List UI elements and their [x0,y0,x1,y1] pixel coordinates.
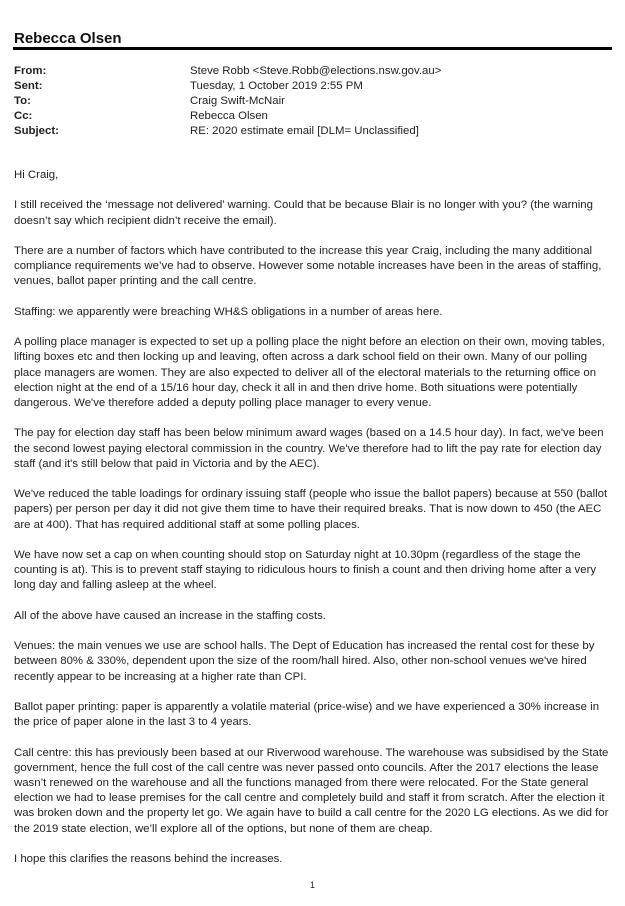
header-label: Subject: [14,125,59,137]
header-value-to: Craig Swift-McNair [190,95,285,107]
header-value-from: Steve Robb <Steve.Robb@elections.nsw.gov.au> [190,65,442,77]
email-body [14,168,614,882]
header-label: From: [14,65,47,77]
page-number: 1 [309,880,315,890]
salutation: Hi Craig, [14,169,59,181]
header-divider [13,47,612,50]
body-paragraph: We have now set a cap on when counting should stop on Saturday night at 10.30pm (regardless of the stage the counting is at). This is to prevent staff staying to ridiculous hours to finish a count and then driving home after a very long day and falling asleep at the wheel. [14,548,597,592]
body-paragraph: We've reduced the table loadings for ordinary issuing staff (people who issue the ballot papers) because at 550 (ballot papers) per person per day it did not give them time to have their required breaks. That is now down to 450 (the AEC are at 400). That has required additional staff at some polling places. [14,488,608,531]
body-paragraph: I still received the ‘message not delivered’ warning. Could that be because Blair is no longer with you? (the warning doesn’t say which recipient didn’t receive the email). [14,199,593,227]
header-label: To: [14,95,31,107]
body-paragraph: The pay for election day staff has been below minimum award wages (based on a 14.5 hour day). In fact, we've been the second lowest paying electoral commission in the country. We've therefore had to lift the pay rate for election day staff (and it's still below that paid in Victoria and by the AEC). [14,427,604,470]
body-paragraph: A polling place manager is expected to set up a polling place the night before an election on their own, moving tables, lifting boxes etc and then locking up and leaving, often across a dark school field on their own. Many of our polling place managers are women. They are also expected to deliver all of the electoral materials to the returning office on election night at the end of a 15/16 hour day, check it all in and then drive home. Both situations were potentially dangerous. We've therefore added a deputy polling place manager to every venue. [14,336,605,409]
header-label: Cc: [14,110,33,122]
body-paragraph: Staffing: we apparently were breaching WH&S obligations in a number of areas here. [14,305,443,318]
header-label: Sent: [14,80,43,92]
sender-name: Rebecca Olsen [14,30,122,47]
closing-paragraph: I hope this clarifies the reasons behind the increases. [14,852,283,865]
body-paragraph: Call centre: this has previously been based at our Riverwood warehouse. The warehouse was subsidised by the State government, hence the full cost of the call centre was never passed onto councils. After the 2017 elections the lease wasn’t renewed on the warehouse and all the functions managed from there were relocated. For the State general election we had to lease premises for the call centre and completely build and staff it from scratch. After the election it was broken down and the property let go. We again have to build a call centre for the 2020 LG elections. As we did for the 2019 state election, we’ll explore all of the options, but none of them are cheap. [14,746,609,835]
header-value-subject: RE: 2020 estimate email [DLM= Unclassified] [190,125,419,137]
header-value-sent: Tuesday, 1 October 2019 2:55 PM [190,80,363,92]
body-paragraph: Ballot paper printing: paper is apparently a volatile material (price-wise) and we have experienced a 30% increase in the price of paper alone in the last 3 to 4 years. [14,700,600,729]
body-paragraph: All of the above have caused an increase in the staffing costs. [14,609,326,622]
body-paragraph: Venues: the main venues we use are school halls. The Dept of Education has increased the rental cost for these by between 80% & 330%, dependent upon the size of the room/hall hired. Also, other non-school venues we've hired recently appear to be increasing at a higher rate than CPI. [14,640,595,683]
body-paragraph: There are a number of factors which have contributed to the increase this year Craig, including the many additional compliance requirements we’ve had to observe. However some notable increases have been in the areas of staffing, venues, ballot paper printing and the call centre. [14,244,602,288]
header-value-cc: Rebecca Olsen [190,110,268,122]
